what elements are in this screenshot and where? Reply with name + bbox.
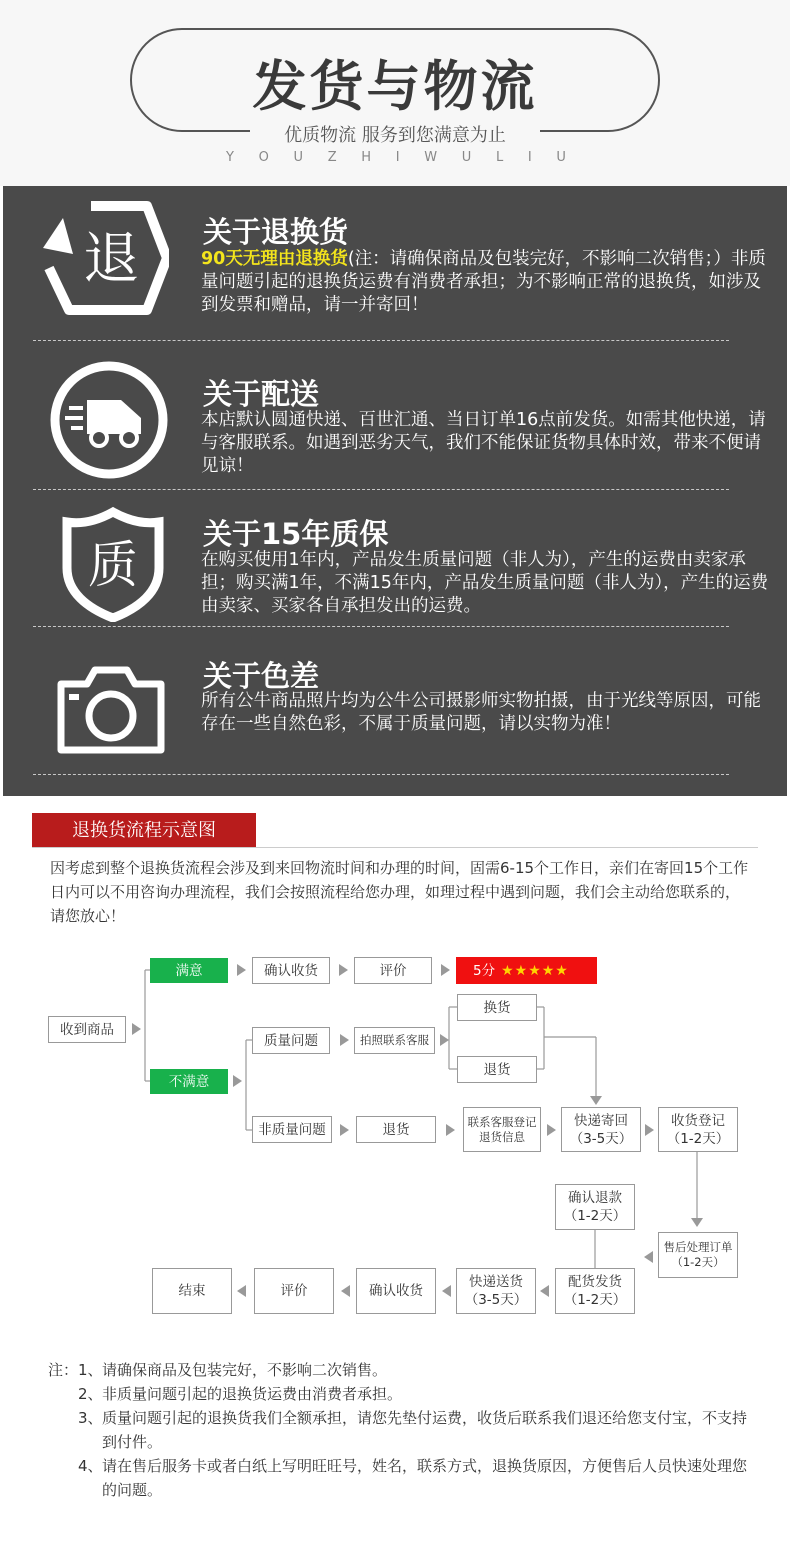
page-subtitle: 优质物流 服务到您满意为止 [284,125,506,146]
note-number: 1、 [78,1361,103,1379]
note-text: 请确保商品及包装完好，不影响二次销售。 [102,1361,388,1379]
arrow-left-icon [341,1285,350,1297]
pinyin-letter: U [461,150,472,165]
note-text: 非质量问题引起的退换货运费由消费者承担。 [102,1385,403,1403]
divider [33,626,729,627]
delivery-truck-icon [49,360,169,480]
pinyin-letter: U [556,150,566,165]
pinyin-line [226,150,566,165]
flow-step-express-back [561,1107,641,1152]
star-icon: ★★★★★ [501,962,569,979]
note-item [48,1406,758,1454]
arrow-right-icon [547,1124,556,1136]
page-title: 发货与物流 [252,55,538,118]
express-send-line-2: （3-5天） [464,1292,528,1308]
pinyin-letter: Y [226,150,234,165]
note-text: 质量问题引起的退换货我们全额承担，请您先垫付运费，收货后联系我们退还给您支付宝，不支持到付件。 [102,1409,748,1451]
arrow-right-icon [340,1034,349,1046]
after-sales-line-2: （1-2天） [671,1255,725,1269]
pinyin-letter: Z [327,150,337,165]
after-sales-line-1: 售后处理订单 [663,1240,733,1254]
camera-icon [53,664,169,756]
policy-panel [3,186,787,796]
flow-step-photo-contact: 拍照联系客服 [354,1027,435,1054]
pinyin-letter: U [293,150,304,165]
pinyin-letter: W [424,150,438,165]
note-text: 请在售后服务卡或者白纸上写明旺旺号，姓名，联系方式，退换货原因，方便售后人员快速处理您的问题。 [102,1457,748,1499]
policy-title-returns: 关于退换货 [203,215,349,249]
note-item [48,1454,758,1502]
arrow-right-icon [441,964,450,976]
arrow-right-icon [446,1124,455,1136]
flow-step-quality-issue: 质量问题 [252,1027,330,1054]
title-pill [130,28,660,132]
policy-title-delivery: 关于配送 [203,377,320,411]
returns-text: (注：请确保商品及包装完好，不影响二次销售；）非质量问题引起的退换货运费有消费者承担；为不影响正常的退换货，如涉及到发票和赠品，请一并寄回！ [201,249,766,315]
note-item [48,1358,758,1382]
policy-text-delivery: 本店默认圆通快递、百世汇通、当日订单16点前发货。如需其他快递，请与客服联系。如遇到恶劣天气，我们不能保证货物具体时效，带来不便请见谅！ [201,410,766,476]
pinyin-letter: I [395,150,400,165]
flow-step-confirm-receipt-final: 确认收货 [356,1268,436,1314]
arrow-left-icon [237,1285,246,1297]
flow-step-confirm-receipt: 确认收货 [252,957,330,984]
arrow-right-icon [132,1023,141,1035]
notes-prefix: 注： [48,1361,79,1379]
rating-badge [456,957,597,984]
quality-shield-icon [61,506,165,622]
arrow-right-icon [440,1034,449,1046]
notes [48,1358,758,1502]
arrow-right-icon [237,964,246,976]
refund-line-1: 确认退款 [568,1190,622,1206]
express-send-line-1: 快递送货 [469,1274,523,1290]
flow-step-register-return [463,1107,541,1152]
arrow-left-icon [540,1285,549,1297]
arrow-down-icon [590,1096,602,1105]
flow-step-unsatisfied: 不满意 [150,1069,228,1094]
quality-icon-char: 质 [88,536,138,594]
register-line-1: 联系客服登记 [467,1114,537,1129]
divider [33,340,729,341]
section-rule [32,847,758,848]
policy-title-warranty: 关于15年质保 [203,517,389,551]
pick-ship-line-1: 配货发货 [568,1274,622,1290]
divider [33,489,729,490]
arrow-down-icon [691,1218,703,1227]
receipt-reg-line-2: （1-2天） [666,1130,730,1147]
flow-step-receipt-register [658,1107,738,1152]
flow-step-after-sales [658,1232,738,1278]
flow-step-return-non-quality: 退货 [356,1116,436,1143]
return-icon [39,198,169,318]
arrow-left-icon [644,1251,653,1263]
arrow-right-icon [645,1124,654,1136]
flow-step-confirm-refund [555,1184,635,1230]
flow-step-review-final: 评价 [254,1268,334,1314]
flow-step-received: 收到商品 [48,1016,126,1043]
express-back-line-1: 快递寄回 [574,1112,628,1129]
receipt-reg-line-1: 收货登记 [671,1112,725,1129]
flow-step-non-quality: 非质量问题 [252,1116,332,1143]
flow-step-express-send [456,1268,536,1314]
note-number: 2、 [78,1385,103,1403]
flow-step-return: 退货 [457,1056,537,1083]
pick-ship-line-2: （1-2天） [563,1292,627,1308]
policy-text-returns [201,248,769,317]
policy-title-color: 关于色差 [203,659,320,693]
flow-step-satisfied: 满意 [150,958,228,983]
pinyin-letter: H [361,150,372,165]
express-back-line-2: （3-5天） [569,1130,633,1147]
register-line-2: 退货信息 [479,1129,525,1144]
arrow-right-icon [233,1075,242,1087]
note-number: 4、 [78,1457,103,1475]
pinyin-letter: I [527,150,532,165]
flow-step-review: 评价 [354,957,432,984]
returns-highlight: 90天无理由退换货 [201,249,348,269]
refund-line-2: （1-2天） [563,1208,627,1224]
note-number: 3、 [78,1409,103,1427]
policy-text-warranty: 在购买使用1年内，产品发生质量问题（非人为），产生的运费由卖家承担；购买满1年，不满15年内，产品发生质量问题（非人为），产生的运费由卖家、买家各自承担发出的运费。 [201,550,769,616]
pinyin-letter: L [495,150,504,165]
flow-intro: 因考虑到整个退换货流程会涉及到来回物流时间和办理的时间，固需6-15个工作日，亲们在寄回15个工作日内可以不用咨询办理流程，我们会按照流程给您办理，如理过程中遇到问题，我们会主动给您联系的，请您放心！ [50,859,749,925]
arrow-right-icon [340,1124,349,1136]
rating-score: 5分 [473,962,496,979]
pinyin-letter: O [258,150,269,165]
return-icon-char: 退 [83,227,139,292]
flow-section-title: 退换货流程示意图 [32,813,256,848]
arrow-left-icon [442,1285,451,1297]
flow-step-exchange: 换货 [457,994,537,1021]
note-item [48,1382,758,1406]
arrow-right-icon [339,964,348,976]
flow-step-pick-ship [555,1268,635,1314]
policy-text-color: 所有公牛商品照片均为公牛公司摄影师实物拍摄，由于光线等原因，可能存在一些自然色彩，不属于质量问题，请以实物为准！ [201,691,761,734]
header-banner [0,0,790,186]
flow-step-end: 结束 [152,1268,232,1314]
divider [33,774,729,775]
